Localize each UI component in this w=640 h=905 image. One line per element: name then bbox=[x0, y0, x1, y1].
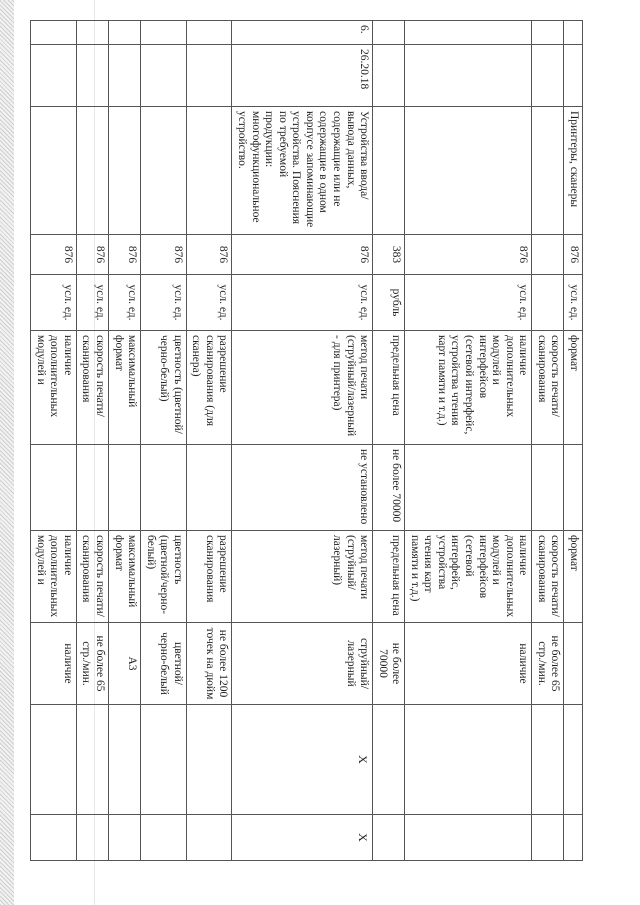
cell-unit: рубль bbox=[373, 275, 405, 331]
cell-b bbox=[31, 815, 77, 861]
cell-okei: 876 bbox=[186, 235, 232, 275]
cell-okei: 876 bbox=[405, 235, 532, 275]
table-row bbox=[232, 21, 373, 861]
cell-val: наличие bbox=[31, 623, 77, 705]
cell-a bbox=[141, 705, 187, 815]
cell-req: не более 70000 bbox=[373, 445, 405, 531]
cell-a bbox=[405, 705, 532, 815]
cell-b bbox=[532, 815, 564, 861]
cell-okei: 876 bbox=[76, 235, 108, 275]
cell-okei: 876 bbox=[31, 235, 77, 275]
cell-name: Принтеры, сканеры bbox=[564, 107, 583, 235]
cell-b bbox=[141, 815, 187, 861]
cell-okei bbox=[532, 235, 564, 275]
table-row bbox=[186, 21, 232, 861]
cell-name bbox=[31, 107, 77, 235]
cell-a bbox=[76, 705, 108, 815]
cell-code: 26.20.18 bbox=[232, 45, 373, 107]
cell-b bbox=[186, 815, 232, 861]
cell-req: не установлено bbox=[232, 445, 373, 531]
cell-val: не более 65 стр./мин. bbox=[532, 623, 564, 705]
cell-num bbox=[564, 21, 583, 45]
cell-feat: наличие дополнительных модулей и bbox=[31, 531, 77, 623]
cell-val: не более 1200 точек на дюйм bbox=[186, 623, 232, 705]
cell-okei: 876 bbox=[141, 235, 187, 275]
cell-name bbox=[405, 107, 532, 235]
cell-a bbox=[373, 705, 405, 815]
cell-name bbox=[532, 107, 564, 235]
cell-a bbox=[186, 705, 232, 815]
cell-char: формат bbox=[564, 331, 583, 445]
cell-okei: 876 bbox=[109, 235, 141, 275]
cell-num bbox=[373, 21, 405, 45]
cell-code bbox=[141, 45, 187, 107]
cell-char: разрешение сканирования (для сканера) bbox=[186, 331, 232, 445]
table-body bbox=[31, 21, 583, 861]
cell-code bbox=[532, 45, 564, 107]
table-row bbox=[564, 21, 583, 861]
cell-okei: 383 bbox=[373, 235, 405, 275]
cell-req bbox=[31, 445, 77, 531]
cell-unit: усл. ед. bbox=[232, 275, 373, 331]
cell-val: А3 bbox=[109, 623, 141, 705]
cell-name bbox=[141, 107, 187, 235]
cell-feat: метод печати (струйный/лазерный) bbox=[232, 531, 373, 623]
table-row bbox=[31, 21, 77, 861]
characteristics-table bbox=[30, 20, 583, 861]
table-row bbox=[532, 21, 564, 861]
cell-okei: 876 bbox=[564, 235, 583, 275]
cell-code bbox=[373, 45, 405, 107]
cell-feat: наличие дополнительных модулей и интерфейсов (сетевой интерфейс, устройства чтения карт памяти и т.д.) bbox=[405, 531, 532, 623]
cell-char: скорость печати/сканирования bbox=[532, 331, 564, 445]
cell-num bbox=[76, 21, 108, 45]
cell-a bbox=[532, 705, 564, 815]
cell-a bbox=[564, 705, 583, 815]
cell-req bbox=[109, 445, 141, 531]
cell-name bbox=[109, 107, 141, 235]
cell-code bbox=[186, 45, 232, 107]
cell-b bbox=[564, 815, 583, 861]
cell-char: цветность (цветной/черно-белый) bbox=[141, 331, 187, 445]
cell-unit: усл. ед. bbox=[76, 275, 108, 331]
cell-req bbox=[186, 445, 232, 531]
cell-char: скорость печати/сканирования bbox=[76, 331, 108, 445]
cell-feat: скорость печати/сканирования bbox=[532, 531, 564, 623]
cell-feat: максимальный формат bbox=[109, 531, 141, 623]
cell-name bbox=[76, 107, 108, 235]
cell-val: струйный/лазерный bbox=[232, 623, 373, 705]
cell-okei: 876 bbox=[232, 235, 373, 275]
cell-b bbox=[405, 815, 532, 861]
cell-name bbox=[373, 107, 405, 235]
cell-a bbox=[31, 705, 77, 815]
cell-b bbox=[76, 815, 108, 861]
cell-unit: усл. ед. bbox=[186, 275, 232, 331]
cell-unit: усл. ед. bbox=[405, 275, 532, 331]
cell-num bbox=[31, 21, 77, 45]
cell-b bbox=[109, 815, 141, 861]
cell-char: наличие дополнительных модулей и bbox=[31, 331, 77, 445]
cell-num bbox=[405, 21, 532, 45]
cell-feat: цветность (цветной/черно-белый) bbox=[141, 531, 187, 623]
cell-b: Х bbox=[232, 815, 373, 861]
cell-feat: скорость печати/сканирования bbox=[76, 531, 108, 623]
cell-code bbox=[76, 45, 108, 107]
cell-val: не более 70000 bbox=[373, 623, 405, 705]
table-row bbox=[405, 21, 532, 861]
cell-unit: усл. ед. bbox=[31, 275, 77, 331]
table-row bbox=[76, 21, 108, 861]
cell-char: наличие дополнительных модулей и интерфейсов (сетевой интерфейс, устройства чтения карт памяти и т.д.) bbox=[405, 331, 532, 445]
cell-unit: усл. ед. bbox=[564, 275, 583, 331]
cell-req bbox=[76, 445, 108, 531]
cell-feat: формат bbox=[564, 531, 583, 623]
cell-req bbox=[564, 445, 583, 531]
cell-char: максимальный формат bbox=[109, 331, 141, 445]
cell-char: метод печати (струйный/лазерный - для принтера) bbox=[232, 331, 373, 445]
table-row bbox=[109, 21, 141, 861]
cell-code bbox=[564, 45, 583, 107]
cell-name bbox=[186, 107, 232, 235]
cell-b bbox=[373, 815, 405, 861]
cell-char: предельная цена bbox=[373, 331, 405, 445]
cell-val bbox=[564, 623, 583, 705]
cell-feat: разрешение сканирования bbox=[186, 531, 232, 623]
cell-req bbox=[405, 445, 532, 531]
cell-unit: усл. ед. bbox=[141, 275, 187, 331]
cell-a: Х bbox=[232, 705, 373, 815]
table-row bbox=[373, 21, 405, 861]
cell-num bbox=[186, 21, 232, 45]
cell-name: Устройства ввода/вывода данных, содержащие или не содержащие в одном корпусе запоминающие устройства. Пояснения по требуемой продукции: многофункциональное устройство. bbox=[232, 107, 373, 235]
cell-code bbox=[31, 45, 77, 107]
cell-val: цветной/черно-белый bbox=[141, 623, 187, 705]
cell-req bbox=[532, 445, 564, 531]
cell-val: не более 65 стр./мин. bbox=[76, 623, 108, 705]
cell-req bbox=[141, 445, 187, 531]
cell-a bbox=[109, 705, 141, 815]
cell-unit bbox=[532, 275, 564, 331]
cell-val: наличие bbox=[405, 623, 532, 705]
cell-num bbox=[109, 21, 141, 45]
cell-num: 6. bbox=[232, 21, 373, 45]
cell-code bbox=[109, 45, 141, 107]
cell-num bbox=[532, 21, 564, 45]
cell-num bbox=[141, 21, 187, 45]
cell-code bbox=[405, 45, 532, 107]
table-row bbox=[141, 21, 187, 861]
cell-unit: усл. ед. bbox=[109, 275, 141, 331]
cell-feat: предельная цена bbox=[373, 531, 405, 623]
